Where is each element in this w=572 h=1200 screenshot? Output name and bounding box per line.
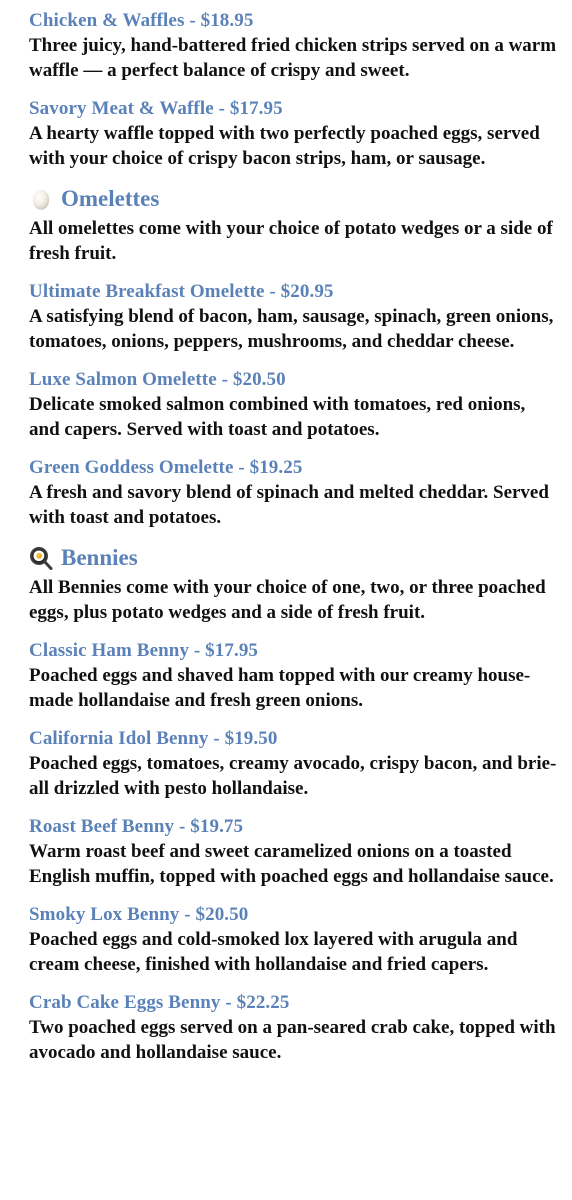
section-header-omelettes	[29, 184, 558, 214]
menu-item-title: Crab Cake Eggs Benny - $22.25	[29, 992, 290, 1013]
menu-item	[29, 96, 558, 171]
menu-item-description: A hearty waffle topped with two perfectly poached eggs, served with your choice of crispy bacon strips, ham, or sausage.	[29, 123, 540, 169]
menu-item	[29, 726, 558, 801]
menu-item	[29, 990, 558, 1065]
menu-item-description: Poached eggs, tomatoes, creamy avocado, crispy bacon, and brie- all drizzled with pesto hollandaise.	[29, 753, 557, 799]
menu-item-title: Savory Meat & Waffle - $17.95	[29, 98, 283, 119]
menu-item-description: Warm roast beef and sweet caramelized onions on a toasted English muffin, topped with poached eggs and hollandaise sauce.	[29, 841, 554, 887]
menu-item	[29, 902, 558, 977]
menu-item	[29, 8, 558, 83]
menu-item-title: Roast Beef Benny - $19.75	[29, 816, 244, 837]
section-title: Omelettes	[61, 186, 160, 211]
menu-item-description: Three juicy, hand-battered fried chicken strips served on a warm waffle — a perfect balance of crispy and sweet.	[29, 35, 557, 81]
menu-item-title: Classic Ham Benny - $17.95	[29, 640, 259, 661]
menu-item-title: Green Goddess Omelette - $19.25	[29, 457, 303, 478]
menu-item	[29, 814, 558, 889]
section-title: Bennies	[61, 545, 138, 570]
menu-item-title: Chicken & Waffles - $18.95	[29, 10, 254, 31]
menu-item-description: Poached eggs and cold-smoked lox layered with arugula and cream cheese, finished with hollandaise and fried capers.	[29, 929, 518, 975]
section-note: All Bennies come with your choice of one, two, or three poached eggs, plus potato wedges and a side of fresh fruit.	[29, 577, 546, 623]
egg-icon	[29, 187, 53, 211]
menu-item-title: California Idol Benny - $19.50	[29, 728, 278, 749]
menu-item-title: Ultimate Breakfast Omelette - $20.95	[29, 281, 334, 302]
menu-item	[29, 367, 558, 442]
menu-item-description: Poached eggs and shaved ham topped with our creamy house-made hollandaise and fresh green onions.	[29, 665, 531, 711]
menu-item-description: A satisfying blend of bacon, ham, sausage, spinach, green onions, tomatoes, onions, peppers, mushrooms, and cheddar cheese.	[29, 306, 554, 352]
menu-item-title: Smoky Lox Benny - $20.50	[29, 904, 249, 925]
frying-pan-egg-icon	[29, 546, 53, 570]
section-header-bennies	[29, 543, 558, 573]
menu-item-description: Delicate smoked salmon combined with tomatoes, red onions, and capers. Served with toast and potatoes.	[29, 394, 526, 440]
menu-item	[29, 455, 558, 530]
menu-item-description: A fresh and savory blend of spinach and melted cheddar. Served with toast and potatoes.	[29, 482, 549, 528]
menu-item	[29, 279, 558, 354]
menu-item-description: Two poached eggs served on a pan-seared crab cake, topped with avocado and hollandaise sauce.	[29, 1017, 556, 1063]
section-note: All omelettes come with your choice of potato wedges or a side of fresh fruit.	[29, 218, 553, 264]
menu-item	[29, 638, 558, 713]
menu-item-title: Luxe Salmon Omelette - $20.50	[29, 369, 286, 390]
